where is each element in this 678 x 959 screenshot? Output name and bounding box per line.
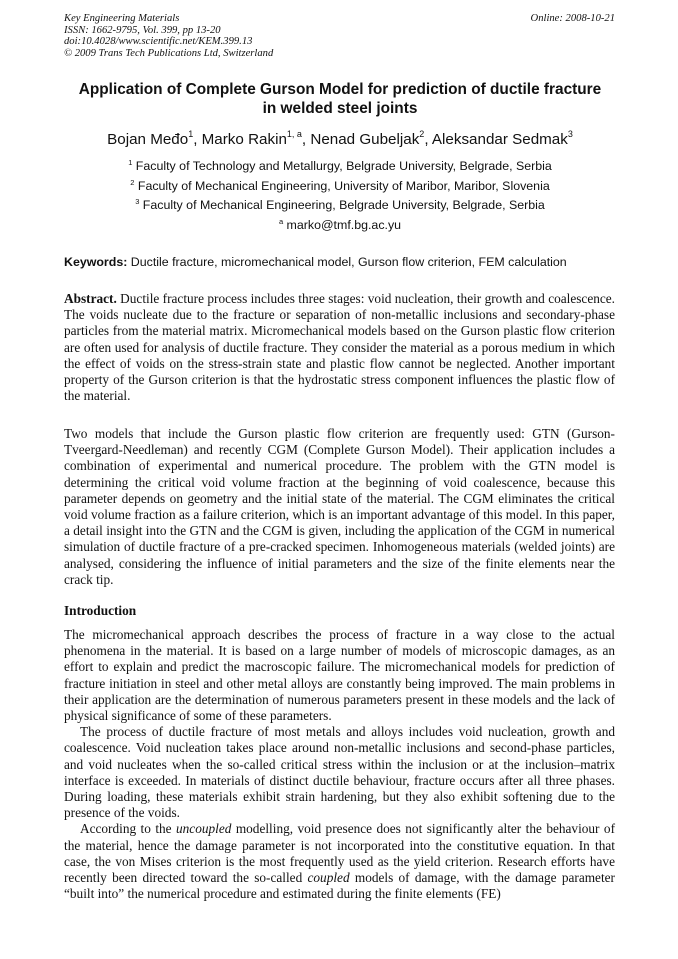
introduction-body <box>64 627 615 902</box>
abstract-label: Abstract. <box>64 291 117 306</box>
author-separator: , <box>301 131 311 148</box>
intro-paragraph-1: The micromechanical approach describes the process of fracture in a way close to the actual phenomena in the material. It is based on a large number of models of microscopic damages, as an effort to explain and predict the macroscopic failure. The micromechanical models for prediction of fracture initiation in steel and other metal alloys are constantly being improved. The main problems in their application are the determination of numerous parameters present in these models and the lack of physical significance of some of these parameters. <box>64 627 615 724</box>
text-run: modelling, void presence does not significantly alter the behaviour of the material, hence the damage parameter is not incorporated into the constitutive equation. In that case, the von Mises criterion is the most frequently used as the yield criterion. Research efforts have recently been directed toward the so-called <box>64 821 615 886</box>
author-name: Bojan Međo <box>107 131 189 148</box>
abstract-text: Ductile fracture process includes three stages: void nucleation, their growth and coalescence. The voids nucleate due to the fracture or separation of non-metallic inclusions and secondary-phase particles from the material matrix. Micromechanical models based on the Gurson plastic flow criterion are often used for analysis of ductile fracture. They consider the material as a porous medium in which the effect of voids on the stress-strain state and plastic flow cannot be neglected. Another important property of the Gurson criterion is that the hydrostatic stress component influences the plastic flow of the material. <box>64 291 615 404</box>
author-name: Marko Rakin <box>201 131 287 148</box>
intro-paragraph-2: The process of ductile fracture of most metals and alloys includes void nucleation, growth and coalescence. Void nucleation takes place around non-metallic inclusions and second-phase particles, and void nucleates when the so-called critical stress within the inclusion or at the inclusion–matrix interface is exceeded. In materials of distinct ductile behaviour, fracture occurs after all three phases. During loading, these materials exhibit strain hardening, but they also exhibit softening due to the presence of the voids. <box>64 724 615 821</box>
online-date: Online: 2008-10-21 <box>530 13 615 24</box>
author-affil-sup: 1 <box>188 129 194 139</box>
author-list <box>40 130 640 149</box>
intro-paragraph-3 <box>64 821 615 902</box>
affiliation-sup: 2 <box>130 177 135 187</box>
section-heading-introduction: Introduction <box>64 603 137 618</box>
keywords-text: Ductile fracture, micromechanical model, Gurson flow criterion, FEM calculation <box>127 255 567 269</box>
affiliation <box>40 177 640 197</box>
title-line-2: in welded steel joints <box>262 100 418 117</box>
affiliation <box>40 157 640 177</box>
affiliation <box>40 196 640 216</box>
author-separator: , <box>424 131 432 148</box>
affiliation-sup: 1 <box>128 158 133 167</box>
issn-info: ISSN: 1662-9795, Vol. 399, pp 13-20 <box>64 24 221 36</box>
affiliation-text: Faculty of Mechanical Engineering, University of Maribor, Maribor, Slovenia <box>134 178 550 193</box>
author-affil-sup: 1, a <box>286 129 302 139</box>
paper-title <box>40 80 640 118</box>
text-run: models of damage, with the damage parameter “built into” the numerical procedure and estimated during the finite elements (FE) <box>64 870 615 902</box>
keywords-label: Keywords: <box>64 255 128 269</box>
contact-email <box>40 216 640 236</box>
affiliation-text: Faculty of Technology and Metallurgy, Belgrade University, Belgrade, Serbia <box>132 159 552 173</box>
author-separator: , <box>193 131 202 148</box>
affiliation-sup: 3 <box>135 197 140 206</box>
affiliation-text: Faculty of Mechanical Engineering, Belgrade University, Belgrade, Serbia <box>139 198 545 212</box>
abstract-paragraph-2: Two models that include the Gurson plastic flow criterion are frequently used: GTN (Gurson-Tveergard-Needleman) and recently CGM (Complete Gurson Model). Their application includes a combination of experimental and numerical procedure. The problem with the GTN model is determining the critical void volume fraction at the beginning of void coalescence, because this parameter depends on geometry and the initial state of the material. The CGM eliminates the critical void volume fraction as a failure criterion, which is an important advantage of this model. In this paper, a detail insight into the GTN and the CGM is given, including the application of the CGM in numerical simulation of ductile fracture of a pre-cracked specimen. Inhomogeneous materials (welded joints) are analysed, considering the influence of initial parameters and the size of the finite elements near the crack tip. <box>64 426 615 587</box>
emphasis-coupled: coupled <box>307 870 350 886</box>
affiliation-list <box>40 157 640 235</box>
author-name: Aleksandar Sedmak <box>431 131 568 148</box>
journal-name: Key Engineering Materials <box>64 13 180 24</box>
abstract-paragraph-1 <box>64 291 615 404</box>
text-run: According to the <box>80 821 176 837</box>
affiliation-sup: a <box>278 216 284 226</box>
doi: doi:10.4028/www.scientific.net/KEM.399.13 <box>64 36 253 48</box>
author-affil-sup: 3 <box>567 129 573 139</box>
copyright: © 2009 Trans Tech Publications Ltd, Switzerland <box>64 47 274 59</box>
author-affil-sup: 2 <box>419 129 425 139</box>
keywords <box>64 255 624 270</box>
emphasis-uncoupled: uncoupled <box>176 821 232 837</box>
journal-info <box>64 13 273 59</box>
title-line-1: Application of Complete Gurson Model for prediction of ductile fracture <box>78 81 602 98</box>
author-name: Nenad Gubeljak <box>310 131 420 148</box>
email-text: marko@tmf.bg.ac.yu <box>283 217 402 232</box>
